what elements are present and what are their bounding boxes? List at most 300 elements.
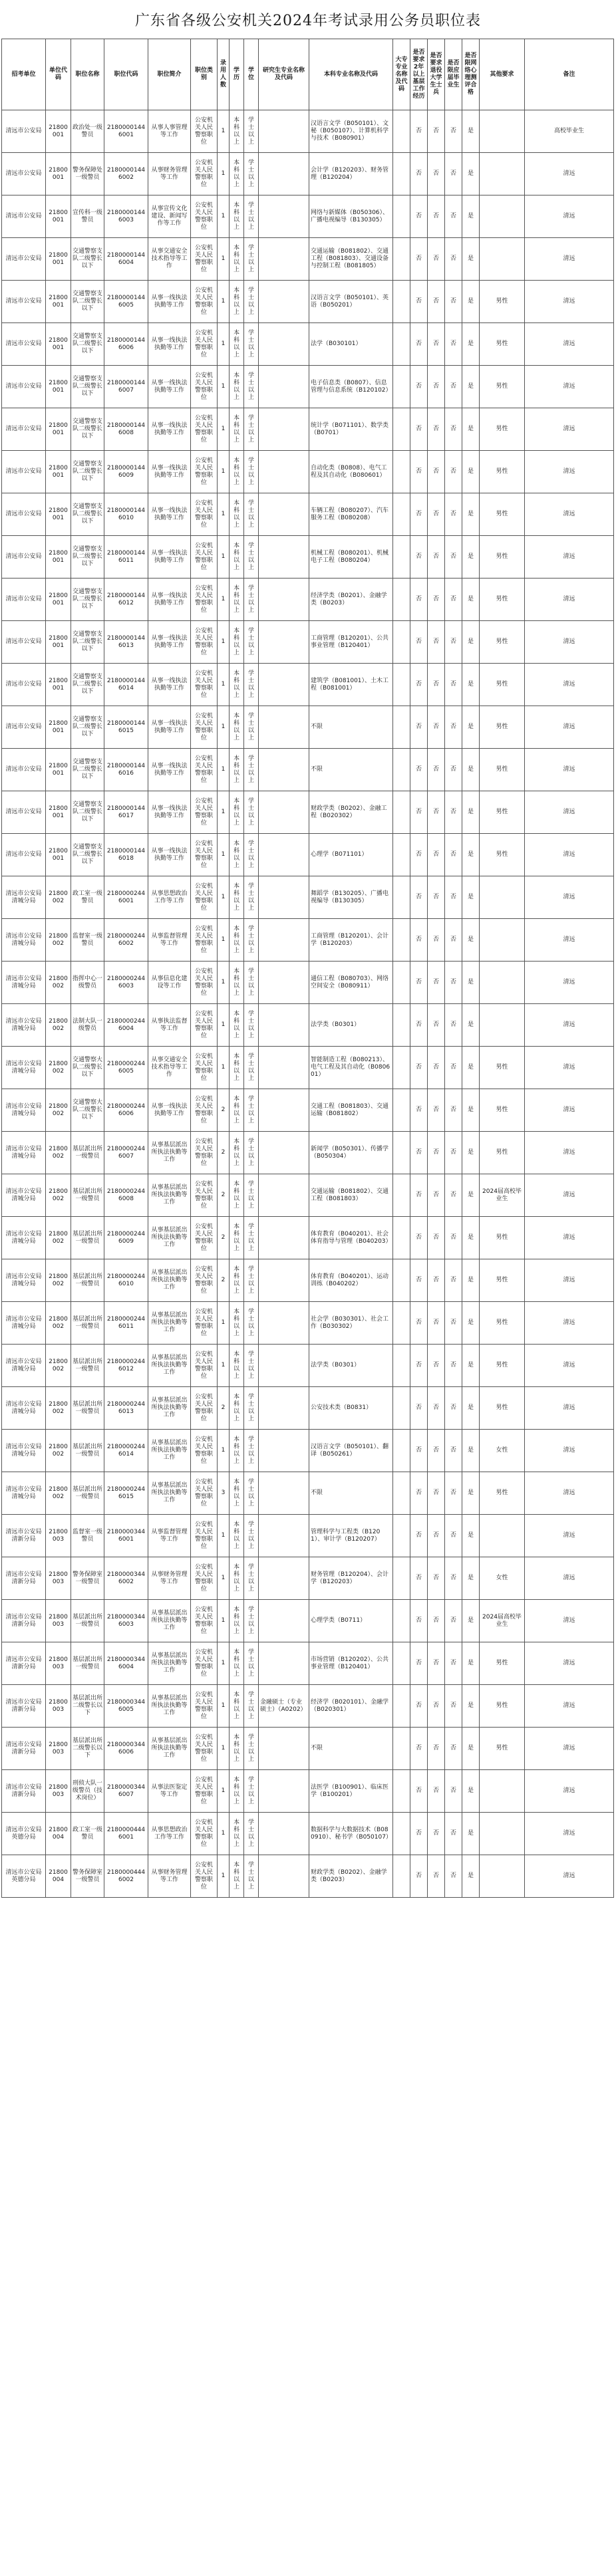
- table-cell: 是: [462, 876, 480, 919]
- table-cell: [393, 579, 410, 621]
- table-cell: 公安机关人民警察职位: [191, 493, 218, 536]
- table-cell: 清远市公安局清城分局: [2, 1387, 46, 1430]
- table-cell: 男性: [480, 579, 525, 621]
- table-cell: 从事基层派出所执法执勤等工作: [148, 1132, 191, 1174]
- table-cell: 本科以上: [230, 1770, 244, 1813]
- table-cell: 不限: [309, 1472, 393, 1515]
- table-cell: [480, 1855, 525, 1898]
- table-cell: 否: [445, 834, 462, 876]
- table-row: [2, 1515, 614, 1557]
- table-cell: [480, 153, 525, 195]
- table-cell: [259, 451, 309, 493]
- table-cell: 从事一线执法执勤等工作: [148, 323, 191, 366]
- table-cell: 工商管理（B120201）、会计学（B120203）: [309, 919, 393, 962]
- table-cell: 是: [462, 1089, 480, 1132]
- table-cell: 否: [445, 621, 462, 664]
- table-cell: 否: [445, 962, 462, 1004]
- table-cell: 1: [218, 664, 230, 706]
- table-cell: 从事一线执法执勤等工作: [148, 749, 191, 791]
- table-cell: 学士以上: [244, 536, 259, 579]
- table-cell: 清远市公安局: [2, 791, 46, 834]
- table-cell: 数据科学与大数据技术（B080910）、秘书学（B050107）: [309, 1813, 393, 1855]
- table-cell: 清远市公安局: [2, 366, 46, 408]
- column-header: 本科专业名称及代码: [309, 39, 393, 110]
- table-cell: 学士以上: [244, 1600, 259, 1642]
- table-cell: 公安技术类（B0831）: [309, 1387, 393, 1430]
- table-cell: 否: [410, 1557, 428, 1600]
- table-cell: 从事一线执法执勤等工作: [148, 366, 191, 408]
- table-cell: 21800001: [46, 834, 71, 876]
- table-cell: 是: [462, 579, 480, 621]
- table-row: [2, 1089, 614, 1132]
- table-cell: 本科以上: [230, 195, 244, 238]
- table-cell: 公安机关人民警察职位: [191, 1387, 218, 1430]
- table-cell: 清远: [525, 1387, 614, 1430]
- table-cell: [259, 1642, 309, 1685]
- table-cell: 清远: [525, 791, 614, 834]
- table-cell: 本科以上: [230, 962, 244, 1004]
- table-cell: 21800003446001: [104, 1515, 148, 1557]
- table-row: [2, 1813, 614, 1855]
- table-cell: 公安机关人民警察职位: [191, 1302, 218, 1345]
- table-cell: 清远: [525, 706, 614, 749]
- table-cell: 否: [428, 1685, 445, 1728]
- table-cell: 是: [462, 1813, 480, 1855]
- table-cell: 公安机关人民警察职位: [191, 749, 218, 791]
- table-cell: [259, 1132, 309, 1174]
- table-cell: 21800001: [46, 493, 71, 536]
- table-cell: 清远: [525, 153, 614, 195]
- table-cell: 是: [462, 621, 480, 664]
- table-cell: [480, 1004, 525, 1047]
- table-cell: [393, 323, 410, 366]
- table-cell: [393, 749, 410, 791]
- table-cell: 清远: [525, 962, 614, 1004]
- table-cell: [393, 493, 410, 536]
- table-cell: 本科以上: [230, 1855, 244, 1898]
- table-cell: 公安机关人民警察职位: [191, 110, 218, 153]
- table-cell: 否: [410, 621, 428, 664]
- table-cell: 1: [218, 195, 230, 238]
- table-cell: 否: [428, 579, 445, 621]
- table-cell: 男性: [480, 1132, 525, 1174]
- table-cell: 否: [410, 1855, 428, 1898]
- table-row: [2, 621, 614, 664]
- table-cell: 通信工程（B080703）、网络空间安全（B080911）: [309, 962, 393, 1004]
- table-cell: [259, 238, 309, 281]
- table-cell: 1: [218, 1515, 230, 1557]
- table-cell: 不限: [309, 749, 393, 791]
- table-cell: 否: [428, 1855, 445, 1898]
- table-cell: 交通警察支队二级警长以下: [71, 579, 104, 621]
- column-header: 学位: [244, 39, 259, 110]
- table-cell: [393, 153, 410, 195]
- table-cell: 交通警察支队二级警长以下: [71, 536, 104, 579]
- table-cell: [259, 536, 309, 579]
- table-cell: 1: [218, 749, 230, 791]
- table-cell: 本科以上: [230, 1728, 244, 1770]
- table-cell: 基层派出所一级警员: [71, 1345, 104, 1387]
- table-cell: 是: [462, 1132, 480, 1174]
- table-cell: 基层派出所一级警员: [71, 1302, 104, 1345]
- table-cell: 男性: [480, 1685, 525, 1728]
- table-cell: 公安机关人民警察职位: [191, 1217, 218, 1259]
- table-cell: 体育教育（B040201）、运动训练（B040202）: [309, 1259, 393, 1302]
- table-cell: 男性: [480, 834, 525, 876]
- table-cell: 从事一线执法执勤等工作: [148, 791, 191, 834]
- table-cell: 从事财务管理等工作: [148, 1557, 191, 1600]
- table-cell: 是: [462, 749, 480, 791]
- table-cell: 是: [462, 1004, 480, 1047]
- table-cell: 21800001446018: [104, 834, 148, 876]
- table-cell: 21800002: [46, 1259, 71, 1302]
- table-cell: 21800001446012: [104, 579, 148, 621]
- table-cell: 清远市公安局清新分局: [2, 1515, 46, 1557]
- table-cell: 公安机关人民警察职位: [191, 706, 218, 749]
- table-cell: 车辆工程（B080207）、汽车服务工程（B080208）: [309, 493, 393, 536]
- table-cell: [259, 962, 309, 1004]
- table-cell: [480, 919, 525, 962]
- table-row: [2, 451, 614, 493]
- table-cell: 公安机关人民警察职位: [191, 1515, 218, 1557]
- table-cell: 清远: [525, 1515, 614, 1557]
- table-cell: 1: [218, 238, 230, 281]
- table-cell: 法制大队一级警员: [71, 1004, 104, 1047]
- table-cell: 从事一线执法执勤等工作: [148, 1089, 191, 1132]
- table-cell: [259, 1387, 309, 1430]
- table-cell: [259, 1472, 309, 1515]
- table-cell: [259, 110, 309, 153]
- table-cell: [259, 1345, 309, 1387]
- table-cell: 是: [462, 451, 480, 493]
- table-cell: 否: [428, 1302, 445, 1345]
- table-cell: 从事基层派出所执法执勤等工作: [148, 1259, 191, 1302]
- table-cell: 清远市公安局清城分局: [2, 919, 46, 962]
- table-cell: [393, 919, 410, 962]
- table-body: [2, 110, 614, 1898]
- table-cell: 汉语言文学（B050101）、文秘（B050107）、计算机科学与技术（B080901）: [309, 110, 393, 153]
- table-cell: 清远: [525, 281, 614, 323]
- table-cell: 1: [218, 1345, 230, 1387]
- table-cell: 否: [445, 1345, 462, 1387]
- table-cell: 是: [462, 664, 480, 706]
- table-cell: 否: [445, 536, 462, 579]
- table-cell: 否: [410, 834, 428, 876]
- table-cell: 清远市公安局清城分局: [2, 1047, 46, 1089]
- table-cell: 学士以上: [244, 1472, 259, 1515]
- table-cell: [259, 153, 309, 195]
- table-cell: 否: [445, 1472, 462, 1515]
- table-cell: 清远: [525, 1047, 614, 1089]
- table-cell: 清远市公安局: [2, 408, 46, 451]
- table-row: [2, 1600, 614, 1642]
- table-cell: 21800002446011: [104, 1302, 148, 1345]
- table-cell: 否: [428, 1728, 445, 1770]
- table-row: [2, 1770, 614, 1813]
- table-cell: 清远: [525, 366, 614, 408]
- table-cell: 公安机关人民警察职位: [191, 919, 218, 962]
- table-cell: [480, 238, 525, 281]
- table-cell: 学士以上: [244, 1855, 259, 1898]
- table-cell: [259, 1174, 309, 1217]
- table-cell: [393, 1728, 410, 1770]
- table-cell: [259, 919, 309, 962]
- table-cell: 是: [462, 1217, 480, 1259]
- column-header: 职位简介: [148, 39, 191, 110]
- table-cell: 清远市公安局清城分局: [2, 1430, 46, 1472]
- table-cell: 清远市公安局清新分局: [2, 1770, 46, 1813]
- table-cell: 21800003: [46, 1557, 71, 1600]
- table-cell: 否: [410, 195, 428, 238]
- table-cell: 是: [462, 1770, 480, 1813]
- table-cell: 清远: [525, 493, 614, 536]
- table-cell: 学士以上: [244, 1089, 259, 1132]
- table-cell: 21800002446004: [104, 1004, 148, 1047]
- table-cell: 清远市公安局: [2, 153, 46, 195]
- table-cell: 否: [410, 1047, 428, 1089]
- table-cell: [480, 195, 525, 238]
- table-cell: 否: [410, 1259, 428, 1302]
- table-cell: 否: [428, 1642, 445, 1685]
- column-header: 职位代码: [104, 39, 148, 110]
- table-cell: 1: [218, 834, 230, 876]
- table-cell: 21800001: [46, 408, 71, 451]
- table-cell: 否: [428, 238, 445, 281]
- table-cell: 从事监督管理等工作: [148, 1515, 191, 1557]
- table-cell: 清远市公安局清城分局: [2, 1089, 46, 1132]
- table-cell: 21800002: [46, 1345, 71, 1387]
- table-cell: 清远市公安局: [2, 579, 46, 621]
- table-cell: 1: [218, 621, 230, 664]
- table-cell: 否: [428, 408, 445, 451]
- table-cell: 本科以上: [230, 110, 244, 153]
- table-cell: 从事基层派出所执法执勤等工作: [148, 1217, 191, 1259]
- table-cell: 公安机关人民警察职位: [191, 1004, 218, 1047]
- table-row: [2, 876, 614, 919]
- table-cell: [259, 791, 309, 834]
- table-cell: 21800002446009: [104, 1217, 148, 1259]
- table-cell: 否: [428, 1132, 445, 1174]
- table-cell: 政治处一级警员: [71, 110, 104, 153]
- table-cell: 男性: [480, 281, 525, 323]
- table-cell: 本科以上: [230, 1515, 244, 1557]
- table-cell: 学士以上: [244, 1047, 259, 1089]
- table-row: [2, 664, 614, 706]
- table-cell: 清远: [525, 1855, 614, 1898]
- table-cell: 基层派出所一级警员: [71, 1217, 104, 1259]
- table-cell: [259, 579, 309, 621]
- table-cell: 公安机关人民警察职位: [191, 876, 218, 919]
- table-cell: [393, 195, 410, 238]
- table-cell: [259, 1515, 309, 1557]
- table-cell: 21800001: [46, 621, 71, 664]
- table-cell: 男性: [480, 493, 525, 536]
- table-cell: 21800001: [46, 238, 71, 281]
- table-cell: 否: [445, 110, 462, 153]
- table-cell: 政工室一级警员: [71, 1813, 104, 1855]
- table-cell: 否: [445, 1302, 462, 1345]
- table-cell: 公安机关人民警察职位: [191, 1047, 218, 1089]
- table-cell: 1: [218, 1855, 230, 1898]
- table-cell: 学士以上: [244, 1770, 259, 1813]
- column-header: 是否限网络心理测评合格: [462, 39, 480, 110]
- table-cell: 不限: [309, 1728, 393, 1770]
- table-cell: 1: [218, 1430, 230, 1472]
- table-cell: 学士以上: [244, 706, 259, 749]
- table-cell: 交通警察支队二级警长以下: [71, 366, 104, 408]
- table-cell: 21800001: [46, 791, 71, 834]
- table-cell: 清远市公安局清城分局: [2, 1132, 46, 1174]
- table-cell: 从事一线执法执勤等工作: [148, 579, 191, 621]
- column-header: 备注: [525, 39, 614, 110]
- table-cell: 否: [428, 791, 445, 834]
- table-cell: 21800004446002: [104, 1855, 148, 1898]
- table-cell: 清远: [525, 451, 614, 493]
- table-cell: 是: [462, 919, 480, 962]
- table-cell: 21800001446010: [104, 493, 148, 536]
- table-cell: 否: [445, 366, 462, 408]
- table-cell: 从事基层派出所执法执勤等工作: [148, 1642, 191, 1685]
- table-cell: 否: [445, 1728, 462, 1770]
- table-cell: 心理学类（B0711）: [309, 1600, 393, 1642]
- table-cell: 汉语言文学（B050101）、英语（B050201）: [309, 281, 393, 323]
- table-cell: 21800002: [46, 1217, 71, 1259]
- table-cell: 21800003446004: [104, 1642, 148, 1685]
- table-cell: 法学类（B0301）: [309, 1004, 393, 1047]
- table-cell: 否: [428, 919, 445, 962]
- table-cell: 清远: [525, 621, 614, 664]
- table-cell: 2024届高校毕业生: [480, 1600, 525, 1642]
- table-row: [2, 1387, 614, 1430]
- table-cell: 本科以上: [230, 1472, 244, 1515]
- table-row: [2, 749, 614, 791]
- table-cell: 21800001446003: [104, 195, 148, 238]
- table-row: [2, 110, 614, 153]
- table-cell: 否: [445, 749, 462, 791]
- table-cell: 21800003: [46, 1728, 71, 1770]
- table-cell: 从事执法监督等工作: [148, 1004, 191, 1047]
- table-cell: 从事财务管理等工作: [148, 1855, 191, 1898]
- table-cell: 从事信息化建设等工作: [148, 962, 191, 1004]
- table-cell: 21800003446003: [104, 1600, 148, 1642]
- table-cell: 清远: [525, 664, 614, 706]
- table-cell: 本科以上: [230, 1685, 244, 1728]
- table-cell: 否: [445, 1387, 462, 1430]
- table-cell: 否: [428, 1345, 445, 1387]
- table-cell: 1: [218, 1302, 230, 1345]
- table-cell: 否: [410, 1345, 428, 1387]
- table-cell: 否: [410, 1515, 428, 1557]
- table-cell: 本科以上: [230, 1217, 244, 1259]
- table-cell: 否: [428, 1600, 445, 1642]
- table-cell: 男性: [480, 1387, 525, 1430]
- table-cell: 否: [445, 1813, 462, 1855]
- table-cell: 21800002: [46, 1004, 71, 1047]
- table-cell: 统计学（B071101）、数学类（B0701）: [309, 408, 393, 451]
- table-cell: 是: [462, 323, 480, 366]
- table-cell: 21800001: [46, 110, 71, 153]
- table-cell: [393, 1132, 410, 1174]
- table-cell: 清远: [525, 1345, 614, 1387]
- table-cell: 否: [445, 1259, 462, 1302]
- table-cell: 是: [462, 153, 480, 195]
- table-cell: 从事一线执法执勤等工作: [148, 621, 191, 664]
- table-cell: 基层派出所一级警员: [71, 1132, 104, 1174]
- table-cell: 本科以上: [230, 664, 244, 706]
- table-cell: [393, 1089, 410, 1132]
- table-cell: 公安机关人民警察职位: [191, 238, 218, 281]
- table-cell: 男性: [480, 1047, 525, 1089]
- table-cell: 否: [410, 1132, 428, 1174]
- table-cell: 清远: [525, 195, 614, 238]
- table-cell: [393, 1557, 410, 1600]
- table-cell: [259, 1004, 309, 1047]
- table-cell: 公安机关人民警察职位: [191, 536, 218, 579]
- table-cell: 21800003446007: [104, 1770, 148, 1813]
- table-cell: 清远: [525, 919, 614, 962]
- table-cell: [259, 1430, 309, 1472]
- table-cell: 21800002446001: [104, 876, 148, 919]
- table-cell: 21800002446007: [104, 1132, 148, 1174]
- table-cell: 否: [428, 1430, 445, 1472]
- table-cell: 21800003446006: [104, 1728, 148, 1770]
- table-cell: 21800002446008: [104, 1174, 148, 1217]
- table-cell: 从事基层派出所执法执勤等工作: [148, 1430, 191, 1472]
- table-cell: 是: [462, 1600, 480, 1642]
- table-cell: 清远: [525, 1259, 614, 1302]
- table-cell: 从事思想政治工作等工作: [148, 876, 191, 919]
- table-cell: 警务保障室一级警员: [71, 1855, 104, 1898]
- column-header: 招考单位: [2, 39, 46, 110]
- table-cell: 交通警察支队二级警长以下: [71, 621, 104, 664]
- table-cell: 清远市公安局: [2, 110, 46, 153]
- table-cell: 是: [462, 1302, 480, 1345]
- table-cell: 清远: [525, 1132, 614, 1174]
- table-cell: 否: [410, 110, 428, 153]
- table-cell: 21800002446015: [104, 1472, 148, 1515]
- column-header: 学历: [230, 39, 244, 110]
- table-cell: 本科以上: [230, 1132, 244, 1174]
- table-cell: 男性: [480, 1259, 525, 1302]
- table-row: [2, 536, 614, 579]
- table-cell: 交通警察支队二级警长以下: [71, 238, 104, 281]
- table-cell: 21800002: [46, 1089, 71, 1132]
- table-cell: 清远市公安局: [2, 451, 46, 493]
- table-cell: 本科以上: [230, 1387, 244, 1430]
- table-cell: 学士以上: [244, 1217, 259, 1259]
- table-cell: 21800001446011: [104, 536, 148, 579]
- table-cell: 本科以上: [230, 621, 244, 664]
- table-cell: 清远: [525, 1302, 614, 1345]
- table-cell: 本科以上: [230, 834, 244, 876]
- table-cell: 基层派出所一级警员: [71, 1174, 104, 1217]
- table-row: [2, 1302, 614, 1345]
- table-cell: 学士以上: [244, 834, 259, 876]
- table-cell: 清远: [525, 876, 614, 919]
- table-cell: 男性: [480, 536, 525, 579]
- table-cell: 清远市公安局清新分局: [2, 1728, 46, 1770]
- table-cell: [393, 1302, 410, 1345]
- table-cell: 1: [218, 791, 230, 834]
- table-cell: 21800002: [46, 1302, 71, 1345]
- table-cell: 21800001: [46, 153, 71, 195]
- table-cell: 否: [445, 1430, 462, 1472]
- table-cell: 公安机关人民警察职位: [191, 1472, 218, 1515]
- table-cell: 清远市公安局清城分局: [2, 876, 46, 919]
- table-cell: 清远市公安局英德分局: [2, 1813, 46, 1855]
- table-cell: 21800001: [46, 536, 71, 579]
- table-cell: 学士以上: [244, 493, 259, 536]
